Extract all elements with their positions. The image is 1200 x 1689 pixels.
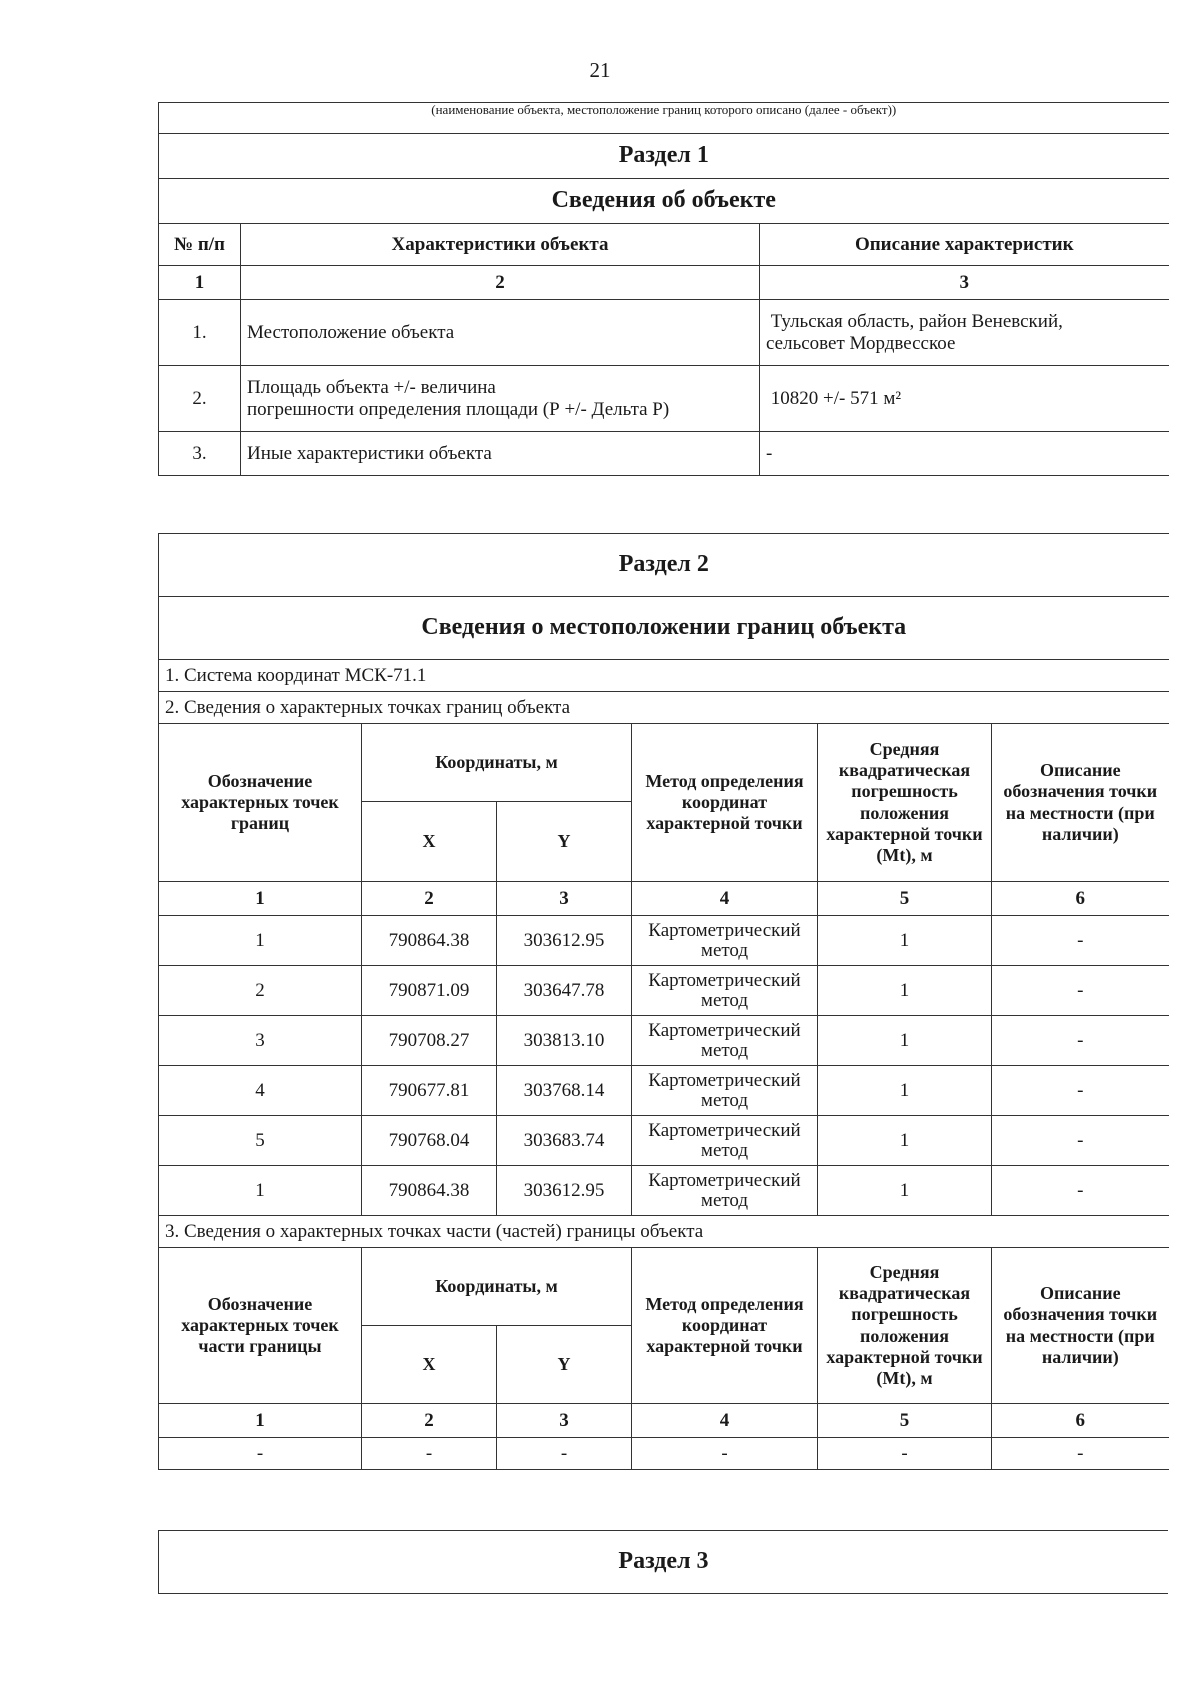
col-number: 2	[362, 882, 497, 916]
table-row	[159, 1016, 1169, 1066]
row-num: 2.	[159, 366, 241, 432]
header-x: X	[362, 802, 497, 882]
method-line: метод	[700, 1039, 749, 1061]
point-x: 790871.09	[362, 966, 497, 1016]
method-line: метод	[700, 1189, 749, 1211]
point-description: -	[992, 1166, 1169, 1216]
point-id: 5	[159, 1116, 362, 1166]
description-line: сельсовет Мордвесское	[766, 332, 956, 354]
col-number: 1	[159, 266, 241, 300]
method-line: Картометрический	[648, 919, 801, 941]
characteristic-line: Площадь объекта +/- величина	[247, 376, 496, 398]
table-row	[159, 300, 1169, 366]
point-method	[632, 1116, 818, 1166]
col-number: 6	[992, 882, 1169, 916]
point-error: 1	[818, 966, 992, 1016]
table-row	[159, 1166, 1169, 1216]
parts-title: 3. Сведения о характерных точках части (частей) границы объекта	[159, 1216, 1169, 1248]
section2-subtitle: Сведения о местоположении границ объекта	[159, 597, 1169, 660]
section2-title: Раздел 2	[159, 534, 1169, 597]
point-method	[632, 966, 818, 1016]
row-description	[760, 300, 1169, 366]
point-y: 303647.78	[497, 966, 632, 1016]
section1-table	[158, 102, 1169, 476]
col-number: 1	[159, 1404, 362, 1438]
row-characteristic: Местоположение объекта	[241, 300, 760, 366]
parts-cell: -	[362, 1438, 497, 1470]
point-id: 2	[159, 966, 362, 1016]
parts-cell: -	[992, 1438, 1169, 1470]
parts-header-designation: Обозначение характерных точек части границы	[159, 1248, 362, 1404]
header-coords: Координаты, м	[362, 724, 632, 802]
row-characteristic	[241, 366, 760, 432]
point-y: 303612.95	[497, 1166, 632, 1216]
row-num: 1.	[159, 300, 241, 366]
parts-cell: -	[818, 1438, 992, 1470]
col-number: 2	[241, 266, 760, 300]
table-row	[159, 432, 1169, 476]
parts-header-y: Y	[497, 1326, 632, 1404]
table-row	[159, 966, 1169, 1016]
point-x: 790708.27	[362, 1016, 497, 1066]
header-designation: Обозначение характерных точек границ	[159, 724, 362, 882]
point-error: 1	[818, 1116, 992, 1166]
row-description	[760, 366, 1169, 432]
header-description: Описание характеристик	[760, 224, 1169, 266]
point-id: 4	[159, 1066, 362, 1116]
point-y: 303683.74	[497, 1116, 632, 1166]
point-description: -	[992, 966, 1169, 1016]
section3-table	[158, 1530, 1168, 1594]
point-y: 303813.10	[497, 1016, 632, 1066]
table-row	[159, 916, 1169, 966]
method-line: Картометрический	[648, 1169, 801, 1191]
parts-cell: -	[632, 1438, 818, 1470]
point-x: 790677.81	[362, 1066, 497, 1116]
col-number: 4	[632, 1404, 818, 1438]
parts-header-point-description: Описание обозначения точки на местности (при наличии)	[992, 1248, 1169, 1404]
object-caption: (наименование объекта, местоположение границ которого описано (далее - объект))	[159, 103, 1169, 134]
row-num: 3.	[159, 432, 241, 476]
table-row	[159, 366, 1169, 432]
point-y: 303612.95	[497, 916, 632, 966]
characteristic-line: погрешности определения площади (Р +/- Дельта Р)	[247, 398, 670, 420]
point-id: 1	[159, 1166, 362, 1216]
header-point-description: Описание обозначения точки на местности (при наличии)	[992, 724, 1169, 882]
point-method	[632, 1016, 818, 1066]
col-number: 5	[818, 1404, 992, 1438]
parts-cell: -	[159, 1438, 362, 1470]
method-line: Картометрический	[648, 1019, 801, 1041]
point-method	[632, 1166, 818, 1216]
method-line: метод	[700, 989, 749, 1011]
point-x: 790864.38	[362, 1166, 497, 1216]
point-method	[632, 1066, 818, 1116]
point-error: 1	[818, 1066, 992, 1116]
table-row	[159, 1066, 1169, 1116]
header-method: Метод определения координат характерной точки	[632, 724, 818, 882]
header-num: № п/п	[159, 224, 241, 266]
coord-system: 1. Система координат МСК-71.1	[159, 660, 1169, 692]
point-description: -	[992, 1016, 1169, 1066]
method-line: Картометрический	[648, 969, 801, 991]
col-number: 3	[497, 882, 632, 916]
col-number: 6	[992, 1404, 1169, 1438]
point-description: -	[992, 1116, 1169, 1166]
header-error: Средняя квадратическая погрешность положения характерной точки (Mt), м	[818, 724, 992, 882]
col-number: 3	[497, 1404, 632, 1438]
page-number: 21	[589, 58, 611, 82]
point-method	[632, 916, 818, 966]
method-line: метод	[700, 939, 749, 961]
col-number: 4	[632, 882, 818, 916]
header-characteristics: Характеристики объекта	[241, 224, 760, 266]
section1-subtitle: Сведения об объекте	[159, 179, 1169, 224]
parts-header-coords: Координаты, м	[362, 1248, 632, 1326]
table-row	[159, 1438, 1169, 1470]
col-number: 1	[159, 882, 362, 916]
parts-cell: -	[497, 1438, 632, 1470]
section3-title: Раздел 3	[159, 1531, 1169, 1594]
method-line: Картометрический	[648, 1119, 801, 1141]
parts-header-x: X	[362, 1326, 497, 1404]
section2-table	[158, 533, 1169, 1470]
description-line: Тульская область, район Веневский,	[770, 310, 1063, 332]
point-error: 1	[818, 916, 992, 966]
description-value: 10820 +/- 571 м²	[770, 387, 902, 409]
header-y: Y	[497, 802, 632, 882]
points-title: 2. Сведения о характерных точках границ объекта	[159, 692, 1169, 724]
col-number: 5	[818, 882, 992, 916]
point-x: 790768.04	[362, 1116, 497, 1166]
point-x: 790864.38	[362, 916, 497, 966]
point-description: -	[992, 1066, 1169, 1116]
method-line: метод	[700, 1139, 749, 1161]
col-number: 3	[760, 266, 1169, 300]
row-characteristic: Иные характеристики объекта	[241, 432, 760, 476]
method-line: Картометрический	[648, 1069, 801, 1091]
col-number: 2	[362, 1404, 497, 1438]
parts-header-method: Метод определения координат характерной точки	[632, 1248, 818, 1404]
point-error: 1	[818, 1016, 992, 1066]
parts-header-error: Средняя квадратическая погрешность положения характерной точки (Mt), м	[818, 1248, 992, 1404]
table-row	[159, 1116, 1169, 1166]
point-description: -	[992, 916, 1169, 966]
method-line: метод	[700, 1089, 749, 1111]
row-description: -	[760, 432, 1169, 476]
point-y: 303768.14	[497, 1066, 632, 1116]
section1-title: Раздел 1	[159, 134, 1169, 179]
point-id: 1	[159, 916, 362, 966]
point-error: 1	[818, 1166, 992, 1216]
point-id: 3	[159, 1016, 362, 1066]
